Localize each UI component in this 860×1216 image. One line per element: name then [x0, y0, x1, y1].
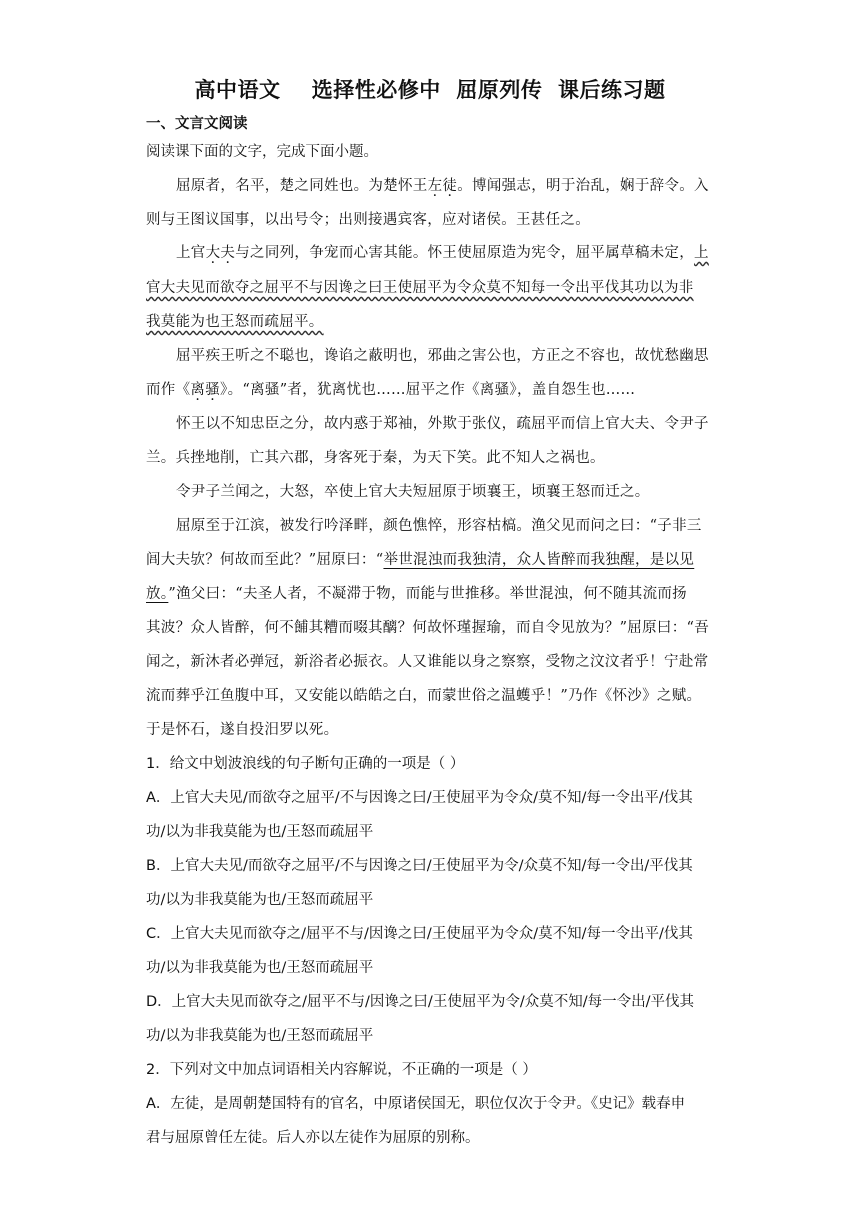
wavy-underlined-text: 上 — [694, 245, 709, 261]
passage-line: 令尹子兰闻之，大怒，卒使上官大夫短屈原于顷襄王，顷襄王怒而迁之。 — [176, 484, 650, 500]
wavy-underlined-line: 官大夫见而欲夺之屈平不与因谗之曰王使屈平为令众莫不知每一令出平伐其功以为非 — [146, 280, 694, 296]
passage-line: 怀王以不知忠臣之分，故内惑于郑袖，外欺于张仪，疏屈平而信上官大夫、令尹子 — [176, 416, 709, 432]
dotted-char: 骚 — [205, 382, 221, 398]
option-a-cont: 功/以为非我莫能为也/王怒而疏屈平 — [146, 824, 374, 840]
passage-line: 而作《离骚》。“离骚”者，犹离忧也……屈平之作《离骚》，盖自怨生也…… — [146, 382, 636, 398]
option-b-cont: 功/以为非我莫能为也/王怒而疏屈平 — [146, 892, 374, 908]
option-b: B．上官大夫见/而欲夺之屈平/不与因谗之曰/王使屈平为令/众莫不知/每一令出/平伐其 — [146, 858, 693, 874]
question-stem: 2．下列对文中加点词语相关内容解说，不正确的一项是（ ） — [146, 1062, 537, 1078]
dotted-char: 左 — [427, 178, 443, 194]
passage-line: 闾大夫欤？何故而至此？”屈原曰：“举世混浊而我独清，众人皆醉而我独醒，是以见 — [146, 552, 695, 568]
option-a: A．上官大夫见/而欲夺之屈平/不与因谗之曰/王使屈平为令众/莫不知/每一令出平/伐其 — [146, 790, 693, 806]
instructions: 阅读课下面的文字，完成下面小题。 — [146, 144, 378, 160]
passage-line: 屈原至于江滨，被发行吟泽畔，颜色憔悴，形容枯槁。渔父见而问之曰：“子非三 — [176, 518, 702, 534]
option-a: A．左徒，是周朝楚国特有的官名，中原诸侯国无，职位仅次于令尹。《史记》载春申 — [146, 1096, 686, 1112]
option-d-cont: 功/以为非我莫能为也/王怒而疏屈平 — [146, 1028, 374, 1044]
document-title: 高中语文 选择性必修中 屈原列传 课后练习题 — [194, 78, 666, 102]
passage-line: 屈原者，名平，楚之同姓也。为楚怀王左徒。博闻强志，明于治乱，娴于辞令。入 — [176, 178, 709, 194]
underlined-text: 放。 — [146, 586, 169, 602]
dotted-char: 徒 — [442, 178, 458, 194]
passage-line: 屈平疾王听之不聪也，谗谄之蔽明也，邪曲之害公也，方正之不容也，故忧愁幽思 — [176, 348, 709, 364]
option-c: C．上官大夫见而欲夺之/屈平不与/因谗之曰/王使屈平为令众/莫不知/每一令出平/伐其 — [146, 926, 693, 942]
passage-line: 放。”渔父曰：“夫圣人者，不凝滞于物，而能与世推移。举世混浊，何不随其流而扬 — [146, 586, 687, 602]
option-c-cont: 功/以为非我莫能为也/王怒而疏屈平 — [146, 960, 374, 976]
option-a-cont: 君与屈原曾任左徒。后人亦以左徒作为屈原的别称。 — [146, 1130, 480, 1146]
passage-line: 其波？众人皆醉，何不餔其糟而啜其醨？何故怀瑾握瑜，而自令见放为？”屈原曰：“吾 — [146, 620, 710, 636]
underlined-text: 举世混浊而我独清，众人皆醉而我独醒，是以见 — [383, 552, 695, 568]
section-heading: 一、文言文阅读 — [146, 116, 248, 132]
passage-line: 兰。兵挫地削，亡其六郡，身客死于秦，为天下笑。此不知人之祸也。 — [146, 450, 605, 466]
passage-line: 上官大夫与之同列，争宠而心害其能。怀王使屈原造为宪令，屈平属草稿未定，上 — [176, 245, 709, 261]
option-d: D．上官大夫见而欲夺之/屈平不与/因谗之曰/王使屈平为令/众莫不知/每一令出/平伐其 — [146, 994, 694, 1010]
question-stem: 1．给文中划波浪线的句子断句正确的一项是（ ） — [146, 756, 465, 772]
passage-line: 于是怀石，遂自投汨罗以死。 — [146, 722, 339, 738]
wavy-underlined-line: 我莫能为也王怒而疏屈平。 — [146, 314, 324, 330]
passage-line: 流而葬乎江鱼腹中耳，又安能以皓皓之白，而蒙世俗之温蠖乎！”乃作《怀沙》之赋。 — [146, 688, 702, 704]
dotted-char: 夫 — [220, 245, 236, 261]
passage-line: 闻之，新沐者必弹冠，新浴者必振衣。人又谁能以身之察察，受物之汶汶者乎！宁赴常 — [146, 654, 709, 670]
dotted-char: 离 — [190, 382, 206, 398]
dotted-char: 大 — [205, 245, 221, 261]
passage-line: 则与王图议国事，以出号令；出则接遇宾客，应对诸侯。王甚任之。 — [146, 212, 590, 228]
